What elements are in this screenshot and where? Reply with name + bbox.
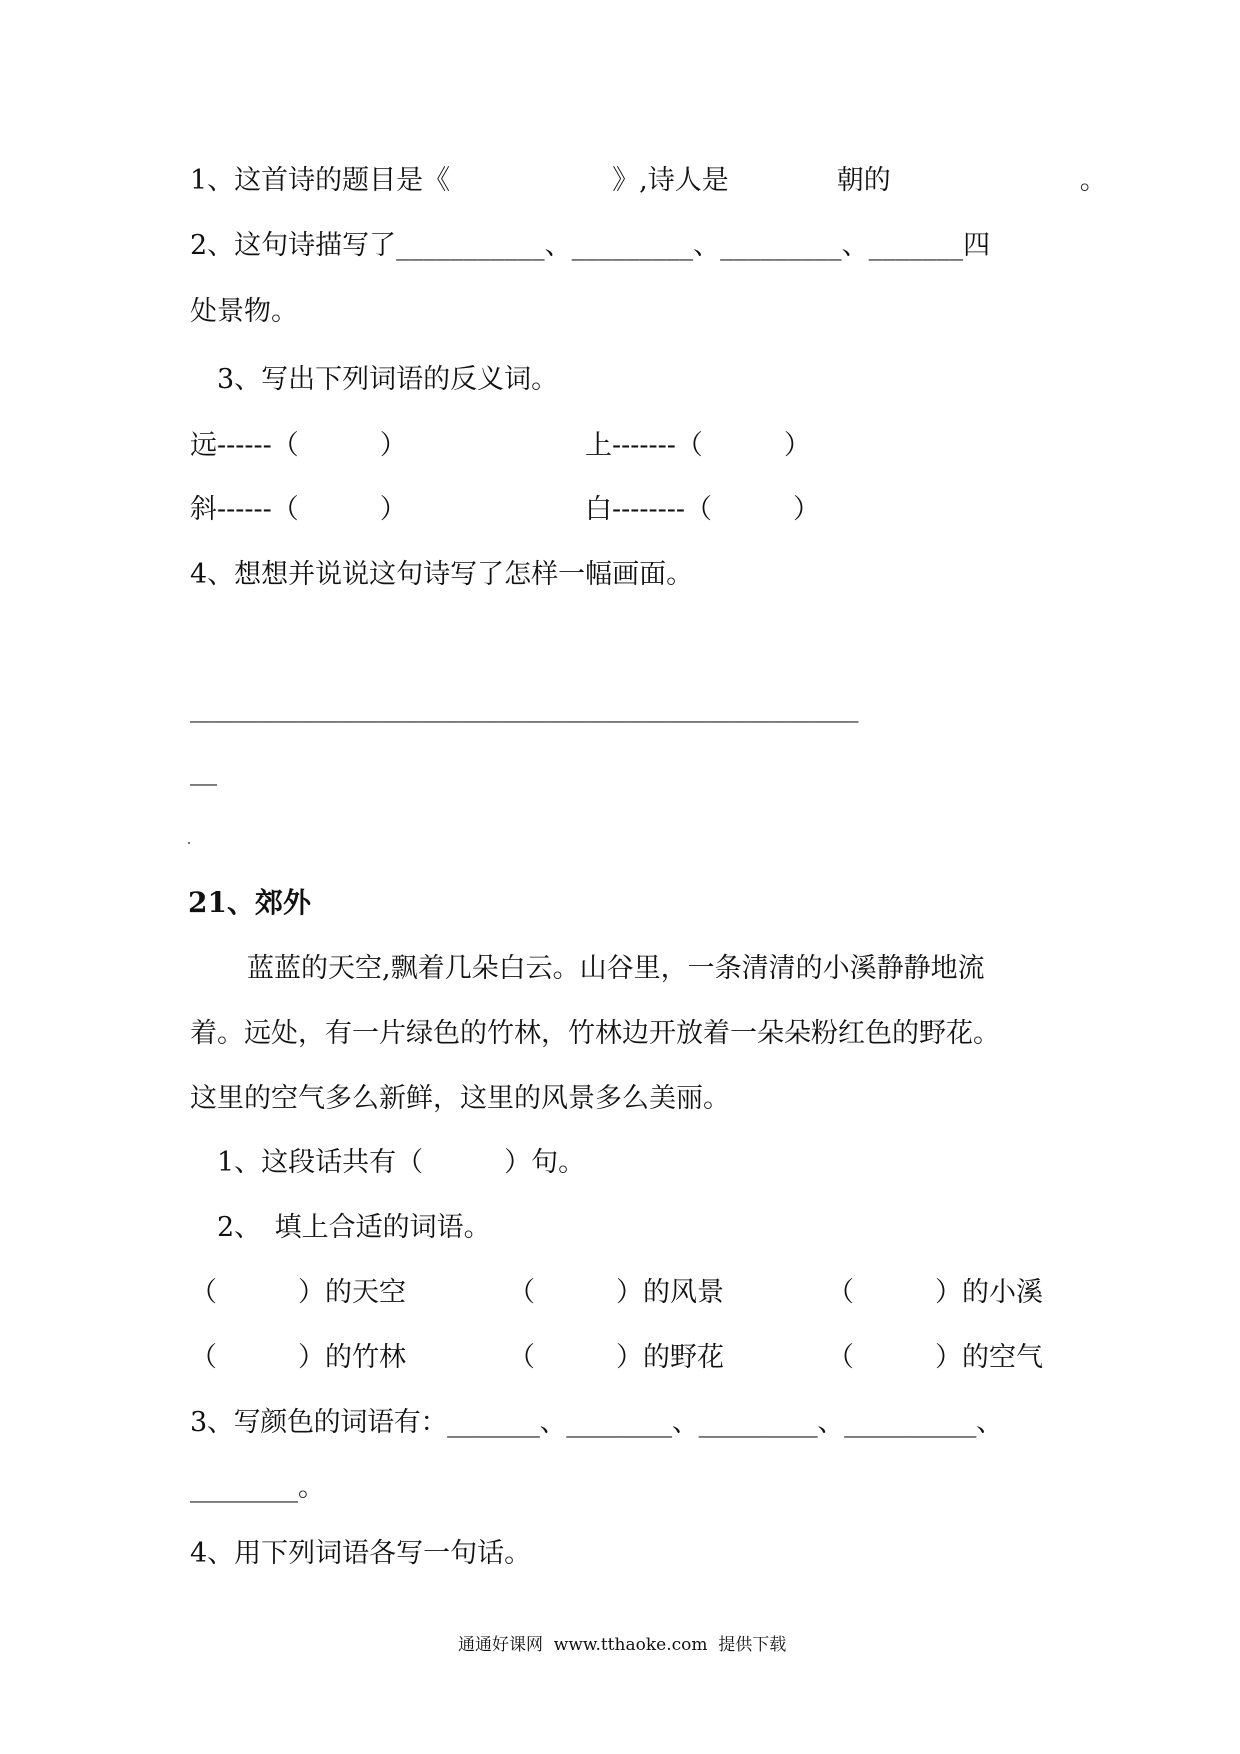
antonym-item: 白--------（ ） [585,494,820,525]
question-1-poem-title: 1、这首诗的题目是《 》,诗人是 朝的 。 [190,165,1107,196]
fill-blank-item: （ ）的小溪 [827,1277,1043,1308]
question-4-make-sentences: 4、用下列词语各写一句话。 [190,1538,532,1569]
scan-speck [188,842,190,844]
fill-blank-item: （ ）的空气 [827,1342,1043,1373]
answer-line-end: __ [190,755,217,786]
page-footer: 通通好课网 www.tthaoke.com 提供下载 [458,1635,787,1655]
question-2-scenery: 2、这句诗描写了___________、_________、_________、_______四 [190,230,991,261]
fill-blank-item: （ ）的竹林 [190,1342,406,1373]
section-title: 21、郊外 [188,886,311,919]
question-2-scenery-continued: 处景物。 [190,296,298,327]
fill-blank-item: （ ）的野花 [508,1342,724,1373]
antonym-item: 远------（ ） [190,430,407,461]
question-2-fill-words: 2、 填上合适的词语。 [217,1212,491,1243]
question-3-antonyms: 3、写出下列词语的反义词。 [217,364,559,395]
question-3-color-words: 3、写颜色的词语有：_______、________、_________、__________、 [190,1407,1003,1438]
question-4-describe-picture: 4、想想并说说这句诗写了怎样一幅画面。 [190,559,694,590]
fill-blank-item: （ ）的天空 [190,1277,406,1308]
antonym-item: 上-------（ ） [585,430,811,461]
fill-blank-item: （ ）的风景 [508,1277,724,1308]
question-1-sentence-count: 1、这段话共有（ ）句。 [217,1147,586,1178]
paragraph-line: 这里的空气多么新鲜，这里的风景多么美丽。 [190,1083,730,1114]
question-3-color-words-continued: ________。 [190,1472,325,1503]
paragraph-line: 蓝蓝的天空,飘着几朵白云。山谷里，一条清清的小溪静静地流 [247,953,985,984]
paragraph-line: 着。远处，有一片绿色的竹林，竹林边开放着一朵朵粉红色的野花。 [190,1018,1000,1049]
antonym-item: 斜------（ ） [190,494,407,525]
answer-line: ___________________________________________________ [190,692,859,723]
